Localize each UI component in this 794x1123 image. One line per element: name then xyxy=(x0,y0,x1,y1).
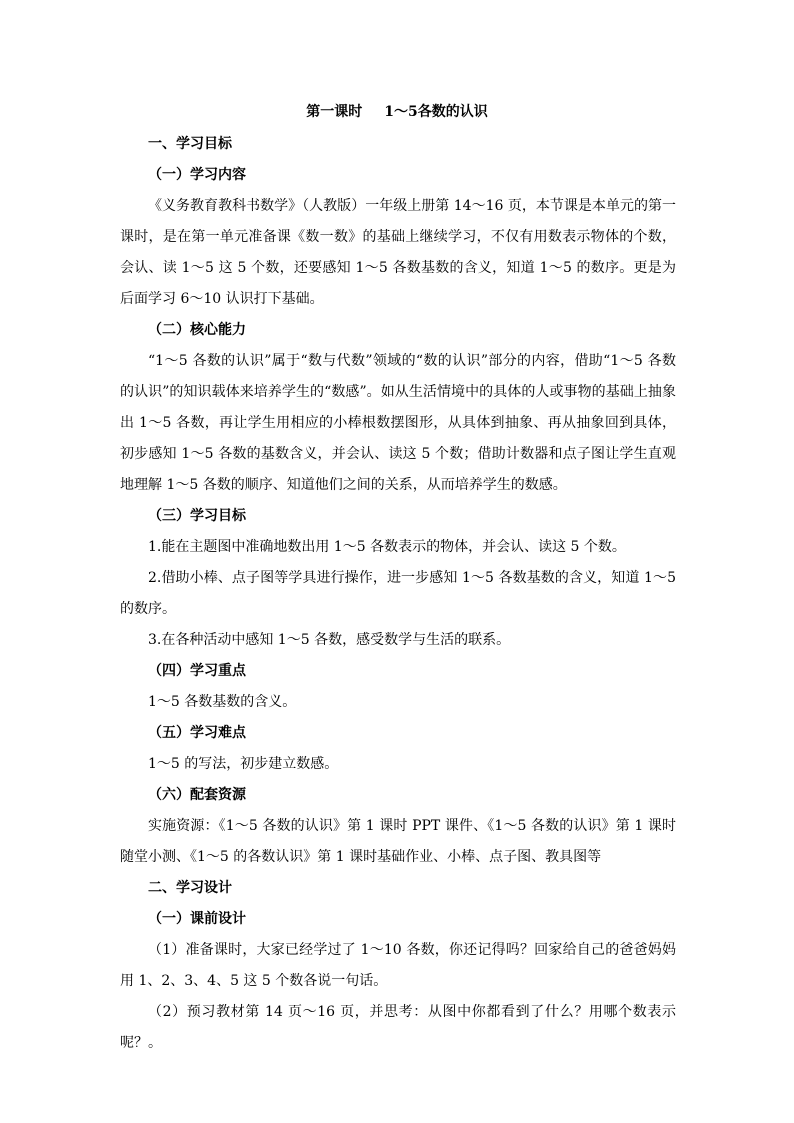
paragraph-core-ability: “1～5 各数的认识”属于“数与代数”领域的“数的认识”部分的内容，借助“1～5 各数的认识”的知识载体来培养学生的“数感”。如从生活情境中的具体的人或事物的基础上抽象出 1～5 各数，再让学生用相应的小棒根数摆图形，从具体到抽象、再从抽象回到具体，初步感知 1～5 各数的基数含义，并会认、读这 5 个数；借助计数器和点子图让学生直观地理解 1～5 各数的顺序、知道他们之间的关系，从而培养学生的数感。 xyxy=(120,353,676,493)
pre-class-item-2: （2）预习教材第 14 页～16 页，并思考：从图中你都看到了什么？用哪个数表示呢？。 xyxy=(120,1004,676,1051)
paragraph-content: 《义务教育教科书数学》（人教版）一年级上册第 14～16 页，本节课是本单元的第一课时，是在第一单元准备课《数一数》的基础上继续学习，不仅有用数表示物体的个数，会认、读 1～5 这 5 个数，还要感知 1～5 各数基数的含义，知道 1～5 的数序。更是为后面学习 6～10 认识打下基础。 xyxy=(120,198,676,307)
section-heading-learning-design: 二、学习设计 xyxy=(148,880,232,896)
subsection-heading-core-ability: （二）核心能力 xyxy=(148,322,246,338)
lesson-topic: 1～5各数的认识 xyxy=(384,104,488,120)
section-heading-learning-goals: 一、学习目标 xyxy=(148,136,232,152)
subsection-heading-objectives: （三）学习目标 xyxy=(148,508,246,524)
objective-item-1: 1.能在主题图中准确地数出用 1～5 各数表示的物体，并会认、读这 5 个数。 xyxy=(148,539,626,555)
lesson-label: 第一课时 xyxy=(306,104,363,120)
page-title xyxy=(0,100,794,124)
paragraph-key-point: 1～5 各数基数的含义。 xyxy=(148,694,297,710)
subsection-heading-difficulty: （五）学习难点 xyxy=(148,725,246,741)
pre-class-item-1: （1）准备课时，大家已经学过了 1～10 各数，你还记得吗？回家给自己的爸爸妈妈用 1、2、3、4、5 这 5 个数各说一句话。 xyxy=(120,942,676,989)
paragraph-resources: 实施资源：《1～5 各数的认识》第 1 课时 PPT 课件、《1～5 各数的认识》第 1 课时随堂小测、《1～5 的各数认识》第 1 课时基础作业、小棒、点子图、教具图等 xyxy=(120,818,676,865)
document-body xyxy=(120,129,676,1059)
subsection-heading-resources: （六）配套资源 xyxy=(148,787,246,803)
subsection-heading-content: （一）学习内容 xyxy=(148,167,246,183)
paragraph-difficulty: 1～5 的写法，初步建立数感。 xyxy=(148,756,339,772)
objective-item-3: 3.在各种活动中感知 1～5 各数，感受数学与生活的联系。 xyxy=(148,632,511,648)
objective-item-2: 2.借助小棒、点子图等学具进行操作，进一步感知 1～5 各数基数的含义，知道 1～5 的数序。 xyxy=(120,570,676,617)
subsection-heading-key-point: （四）学习重点 xyxy=(148,663,246,679)
subsection-heading-pre-class: （一）课前设计 xyxy=(148,911,246,927)
